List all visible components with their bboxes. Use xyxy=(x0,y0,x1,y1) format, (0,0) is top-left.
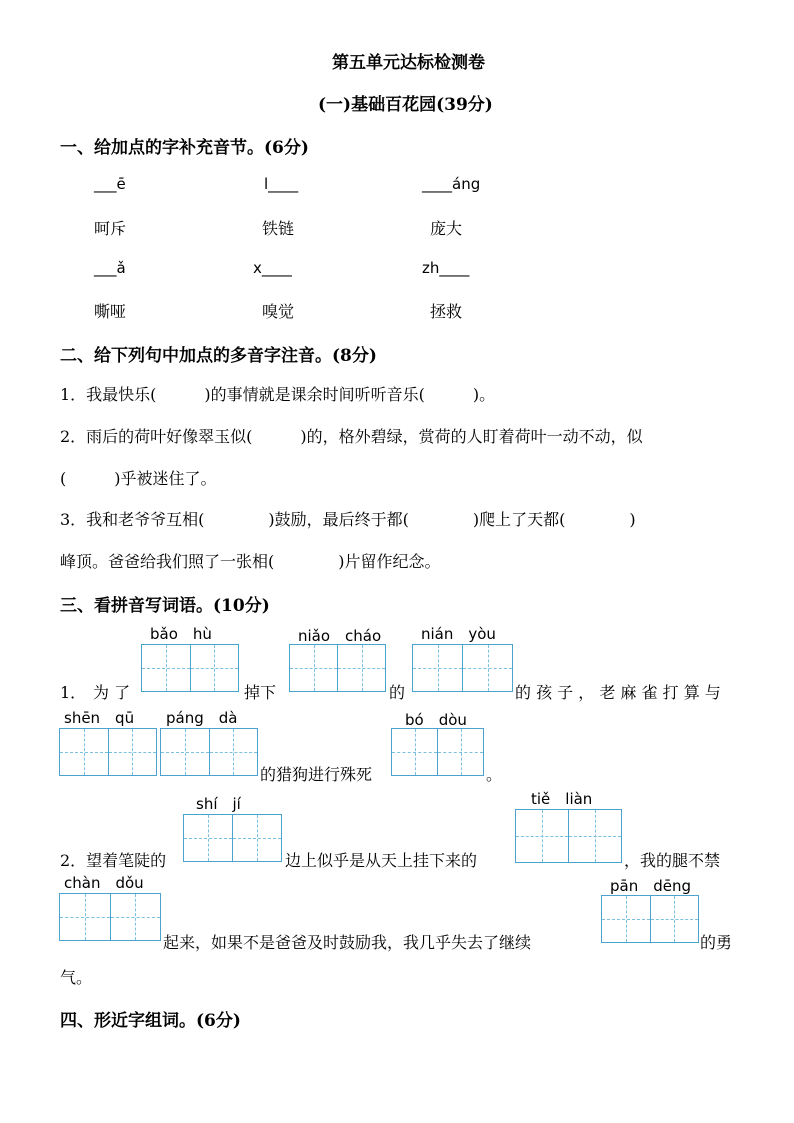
writing-grid[interactable] xyxy=(141,644,239,692)
blank-py: x____ xyxy=(253,259,292,277)
section-1-heading: 一、给加点的字补充音节。(6分) xyxy=(60,138,309,158)
pinyin-label: pān dēng xyxy=(610,877,691,895)
pinyin-label: bǎo hù xyxy=(150,625,212,643)
pinyin-label: shēn qū xyxy=(64,709,135,727)
word: 嘶哑 xyxy=(94,302,127,321)
word: 铁链 xyxy=(262,219,295,238)
sentence-text: 的 xyxy=(389,683,406,702)
section-4-heading: 四、形近字组词。(6分) xyxy=(60,1011,241,1031)
sentence-text: 。 xyxy=(486,765,503,784)
word: 拯救 xyxy=(430,302,463,321)
writing-grid[interactable] xyxy=(160,728,258,776)
pinyin-label: shí jí xyxy=(196,795,241,813)
blank-py: l____ xyxy=(264,175,299,193)
writing-grid[interactable] xyxy=(412,644,513,692)
sentence: 峰顶。爸爸给我们照了一张相( )片留作纪念。 xyxy=(60,552,441,571)
pinyin-label: chàn dǒu xyxy=(64,874,144,892)
word: 呵斥 xyxy=(94,219,127,238)
writing-grid[interactable] xyxy=(289,644,386,692)
sentence: ( )乎被迷住了。 xyxy=(60,469,217,488)
sentence: 2．雨后的荷叶好像翠玉似( )的，格外碧绿，赏荷的人盯着荷叶一动不动，似 xyxy=(60,427,643,446)
blank-py: ___ǎ xyxy=(94,259,126,277)
blank-py: ____áng xyxy=(422,175,481,193)
pinyin-label: niǎo cháo xyxy=(298,627,382,645)
sentence: 1．我最快乐( )的事情就是课余时间听听音乐( )。 xyxy=(60,385,496,404)
section-subtitle: (一)基础百花园(39分) xyxy=(318,95,493,115)
writing-grid[interactable] xyxy=(59,893,161,941)
question-number: 1． xyxy=(60,683,87,702)
sentence-text: ，我的腿不禁 xyxy=(624,851,721,870)
word: 庞大 xyxy=(430,219,463,238)
word: 嗅觉 xyxy=(262,302,295,321)
sentence-text: 2．望着笔陡的 xyxy=(60,851,167,870)
pinyin-label: páng dà xyxy=(166,709,238,727)
sentence-text: 掉下 xyxy=(244,683,277,702)
writing-grid[interactable] xyxy=(601,895,699,943)
section-3-heading: 三、看拼音写词语。(10分) xyxy=(60,596,270,616)
writing-grid[interactable] xyxy=(183,814,282,862)
writing-grid[interactable] xyxy=(515,809,622,863)
sentence-text: 为 了 xyxy=(93,683,131,702)
sentence-text: 的猎狗进行殊死 xyxy=(260,765,373,784)
writing-grid[interactable] xyxy=(59,728,157,776)
sentence-text: 的勇 xyxy=(700,933,733,952)
sentence-text: 的 孩 子 ， 老 麻 雀 打 算 与 xyxy=(515,683,721,702)
page-title: 第五单元达标检测卷 xyxy=(332,53,485,73)
pinyin-label: nián yòu xyxy=(421,625,496,643)
blank-py: ___ē xyxy=(94,175,126,193)
pinyin-label: tiě liàn xyxy=(531,790,593,808)
section-2-heading: 二、给下列句中加点的多音字注音。(8分) xyxy=(60,346,377,366)
sentence: 3．我和老爷爷互相( )鼓励，最后终于都( )爬上了天都( ) xyxy=(60,510,636,529)
writing-grid[interactable] xyxy=(391,728,484,776)
sentence-text: 气。 xyxy=(60,968,93,987)
sentence-text: 边上似乎是从天上挂下来的 xyxy=(285,851,478,870)
sentence-text: 起来，如果不是爸爸及时鼓励我，我几乎失去了继续 xyxy=(163,933,532,952)
blank-py: zh____ xyxy=(422,259,470,277)
pinyin-label: bó dòu xyxy=(405,711,467,729)
